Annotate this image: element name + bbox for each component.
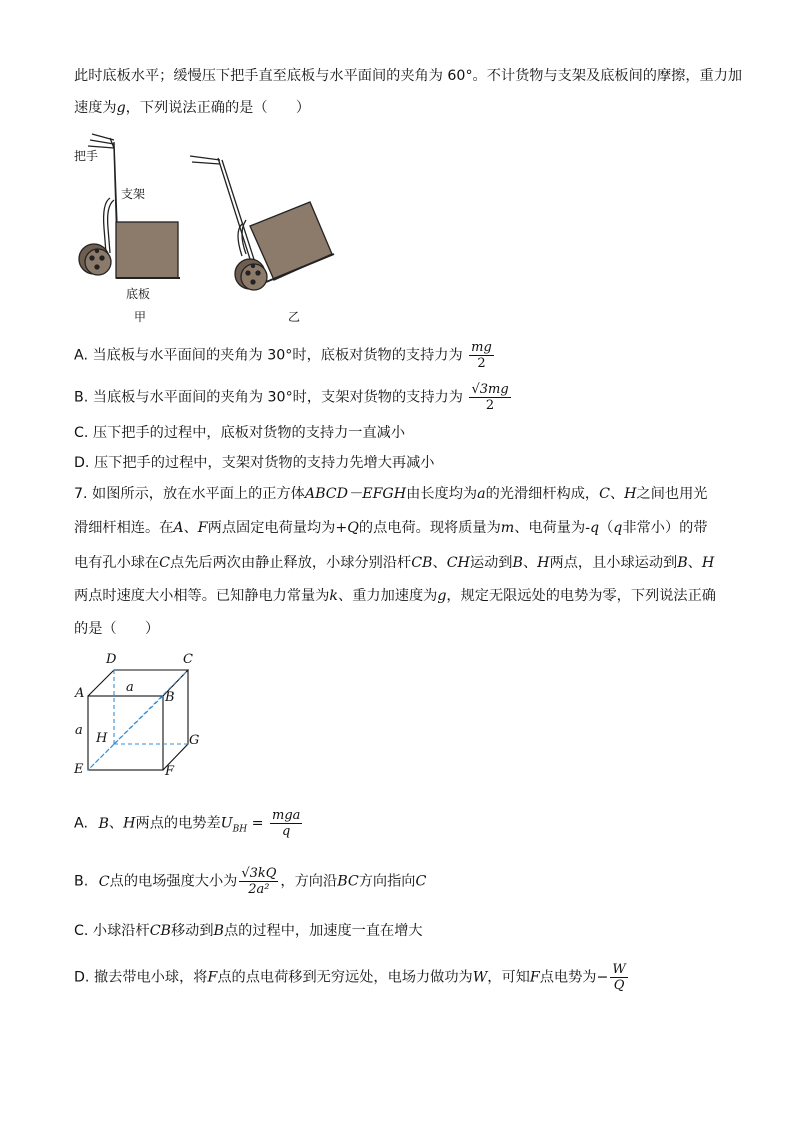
var: q — [613, 520, 623, 536]
caption-right: 乙 — [288, 310, 301, 324]
text: 两点时速度大小相等。已知静电力常量为 — [74, 588, 330, 604]
var: k — [329, 588, 338, 604]
text: 点的电场强度大小为 — [109, 873, 238, 890]
caption-left: 甲 — [134, 310, 147, 324]
text: ，可知 — [487, 969, 530, 986]
var: F — [529, 969, 540, 986]
text: （ — [599, 520, 614, 536]
numerator: mga — [272, 808, 301, 823]
text: 两点的电势差 — [135, 815, 221, 832]
q7-option-c[interactable] — [74, 921, 423, 941]
var: B — [213, 923, 224, 939]
var: H — [701, 555, 715, 571]
option-text: B. 当底板与水平面间的夹角为 30°时，支架对货物的支持力为 — [74, 389, 463, 406]
q7-option-b[interactable] — [74, 866, 426, 897]
text: 两点固定电荷量均为 — [207, 520, 336, 536]
text: 之间也用光 — [636, 486, 708, 502]
text: 非常小）的带 — [622, 520, 708, 536]
denominator: 2 — [485, 398, 495, 413]
var: -q — [585, 520, 600, 536]
var: H — [624, 486, 637, 502]
cube-label-f: F — [165, 764, 175, 779]
q6-stem-line2 — [74, 98, 310, 118]
cube-label-b: B — [165, 690, 175, 705]
text: 的光滑细杆构成， — [485, 486, 600, 502]
denominator: Q — [613, 978, 625, 993]
option-text: A. 当底板与水平面间的夹角为 30°时，底板对货物的支持力为 — [74, 347, 463, 364]
fraction — [610, 962, 627, 993]
var: ABCD－EFGH — [304, 486, 407, 502]
var: B — [98, 815, 109, 832]
var: CB — [149, 923, 171, 939]
var: F — [197, 520, 208, 536]
text: 速度为 — [74, 100, 117, 116]
text: ，下列说法正确的是（ ） — [125, 100, 311, 116]
fraction — [469, 382, 510, 413]
text: = — [247, 815, 268, 832]
option-text: B. — [74, 873, 89, 890]
var-g: g — [116, 100, 126, 116]
minus-sign: − — [596, 969, 609, 986]
text: 、 — [522, 555, 538, 571]
option-text: A. — [74, 815, 88, 832]
cube-label-h: H — [96, 731, 108, 746]
var: CB — [411, 555, 433, 571]
q6-option-a[interactable] — [74, 340, 496, 371]
denominator: q — [282, 824, 291, 839]
numerator: mg — [471, 340, 492, 355]
q7-stem-line5: 的是（ ） — [74, 621, 160, 637]
var: C — [415, 873, 427, 890]
cube-label-g: G — [189, 733, 200, 748]
text: 两点，且小球运动到 — [549, 555, 678, 571]
var: F — [207, 969, 218, 986]
cube-label-c: C — [183, 652, 193, 667]
var: U — [220, 815, 233, 832]
var: H — [123, 815, 136, 832]
text: 、 — [687, 555, 702, 571]
text: 、 — [183, 520, 198, 536]
var: B — [512, 555, 523, 571]
text: 、重力加速度为 — [338, 588, 438, 604]
denominator: 2 — [477, 356, 486, 371]
subscript: BH — [232, 824, 248, 835]
text: 、电荷量为 — [514, 520, 586, 536]
text: 方向指向 — [358, 873, 416, 890]
text: 滑细杆相连。在 — [74, 520, 174, 536]
var: C — [98, 873, 110, 890]
text: 、 — [432, 555, 447, 571]
var: g — [437, 588, 447, 604]
cube-label-a-left: a — [75, 723, 83, 738]
q7-stem-line1 — [74, 484, 707, 504]
q7-option-a[interactable] — [74, 808, 304, 839]
hand-truck-right — [190, 156, 334, 290]
text: 移动到 — [170, 923, 214, 939]
var: +Q — [335, 520, 359, 536]
q6-stem-line1: 此时底板水平；缓慢压下把手直至底板与水平面间的夹角为 60°。不计货物与支架及底板间的摩擦，重力加 — [74, 68, 743, 84]
q7-option-d[interactable] — [74, 962, 630, 993]
q6-option-b[interactable] — [74, 382, 513, 413]
text: ，方向沿 — [280, 873, 338, 890]
hand-truck-figure — [70, 128, 360, 298]
fraction — [469, 340, 494, 371]
text: 7. 如图所示，放在水平面上的正方体 — [74, 486, 305, 502]
option-text: C. 小球沿杆 — [74, 923, 150, 939]
q7-stem-line3 — [74, 553, 714, 573]
var: B — [677, 555, 688, 571]
q7-stem-line4 — [74, 586, 716, 606]
numerator: √3mg — [471, 382, 509, 397]
var: a — [477, 486, 486, 502]
text: 电有孔小球在 — [74, 555, 160, 571]
text: 、 — [108, 815, 124, 832]
fraction — [239, 866, 278, 897]
var: BC — [337, 873, 359, 890]
var: C — [159, 555, 170, 571]
label-bracket: 支架 — [121, 187, 146, 201]
cube-label-d: D — [106, 652, 117, 667]
cube-label-e: E — [74, 762, 84, 777]
text: 点的点电荷移到无穷远处，电场力做功为 — [217, 969, 473, 986]
numerator: √3kQ — [241, 866, 277, 881]
option-text: D. 撤去带电小球，将 — [74, 969, 208, 986]
text: 、 — [609, 486, 625, 502]
q7-stem-line2 — [74, 518, 708, 538]
text: ，规定无限远处的电势为零，下列说法正确 — [446, 588, 716, 604]
var: H — [537, 555, 550, 571]
label-base: 底板 — [126, 287, 151, 301]
var: A — [173, 520, 184, 536]
q6-option-c[interactable]: C. 压下把手的过程中，底板对货物的支持力一直减小 — [74, 425, 406, 441]
text: 由长度均为 — [406, 486, 478, 502]
var: C — [599, 486, 610, 502]
cube-label-a: A — [75, 686, 85, 701]
cube-figure — [70, 652, 220, 782]
fraction — [270, 808, 302, 839]
var: CH — [446, 555, 470, 571]
var: W — [472, 969, 488, 986]
text: 的点电荷。现将质量为 — [358, 520, 501, 536]
cube-label-a-top: a — [126, 680, 134, 695]
text: 运动到 — [469, 555, 513, 571]
text: 点的过程中，加速度一直在增大 — [223, 923, 423, 939]
numerator: W — [612, 962, 626, 977]
q6-option-d[interactable]: D. 压下把手的过程中，支架对货物的支持力先增大再减小 — [74, 455, 435, 471]
label-handle: 把手 — [74, 149, 99, 163]
text: 点先后两次由静止释放，小球分别沿杆 — [170, 555, 412, 571]
text: 点电势为 — [539, 969, 597, 986]
denominator: 2a² — [248, 882, 270, 897]
var: m — [500, 520, 515, 536]
